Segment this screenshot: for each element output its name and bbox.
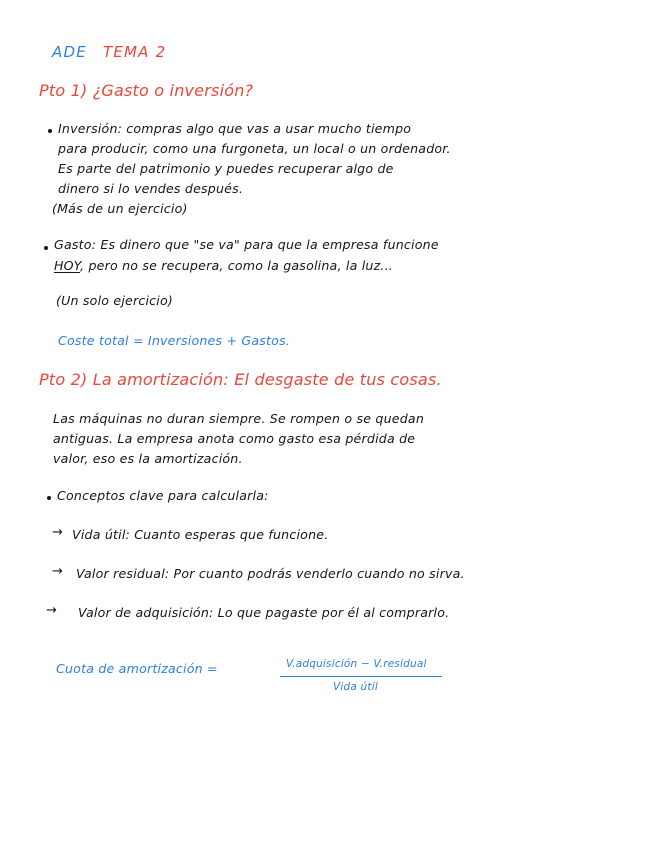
concept-vida-util: Vida útil: Cuanto esperas que funcione. [72, 527, 329, 542]
bullet-dot-gasto [44, 246, 48, 250]
inversion-line-3: Es parte del patrimonio y puedes recuperar algo de [58, 161, 394, 176]
amortizacion-intro-line-2: antiguas. La empresa anota como gasto esa pérdida de [53, 431, 416, 446]
cuota-amortizacion-label: Cuota de amortización = [56, 661, 218, 676]
gasto-line-2 [54, 258, 393, 273]
amortizacion-intro-line-3: valor, eso es la amortización. [53, 451, 243, 466]
amortizacion-intro-line-1: Las máquinas no duran siempre. Se rompen o se quedan [53, 411, 425, 426]
topic-label: TEMA 2 [103, 43, 167, 61]
inversion-note: (Más de un ejercicio) [52, 201, 188, 216]
subject-label: ADE [52, 43, 87, 61]
gasto-line-2-rest: , pero no se recupera, como la gasolina, la luz... [80, 258, 394, 273]
arrow-icon: → [52, 525, 63, 540]
formula-numerator: V.adquisición − V.residual [286, 658, 427, 670]
bullet-dot-conceptos [47, 496, 51, 500]
inversion-line-1: Inversión: compras algo que vas a usar mucho tiempo [58, 121, 412, 136]
gasto-hoy-emphasis: HOY [54, 258, 81, 273]
coste-total-formula: Coste total = Inversiones + Gastos. [58, 333, 291, 348]
bullet-dot-inversion [48, 129, 52, 133]
fraction-line [280, 676, 442, 677]
concept-valor-residual: Valor residual: Por cuanto podrás venderlo cuando no sirva. [76, 566, 465, 581]
arrow-icon: → [52, 564, 63, 579]
gasto-note: (Un solo ejercicio) [56, 293, 174, 308]
concept-valor-adquisicion: Valor de adquisición: Lo que pagaste por él al comprarlo. [78, 605, 450, 620]
section1-title: Pto 1) ¿Gasto o inversión? [39, 81, 254, 100]
arrow-icon: → [46, 603, 57, 618]
inversion-line-4: dinero si lo vendes después. [58, 181, 244, 196]
formula-denominator: Vida útil [333, 681, 378, 693]
gasto-line-1: Gasto: Es dinero que "se va" para que la empresa funcione [54, 237, 439, 252]
inversion-line-2: para producir, como una furgoneta, un local o un ordenador. [58, 141, 451, 156]
section2-title: Pto 2) La amortización: El desgaste de tus cosas. [39, 370, 442, 389]
conceptos-title: Conceptos clave para calcularla: [57, 488, 269, 503]
